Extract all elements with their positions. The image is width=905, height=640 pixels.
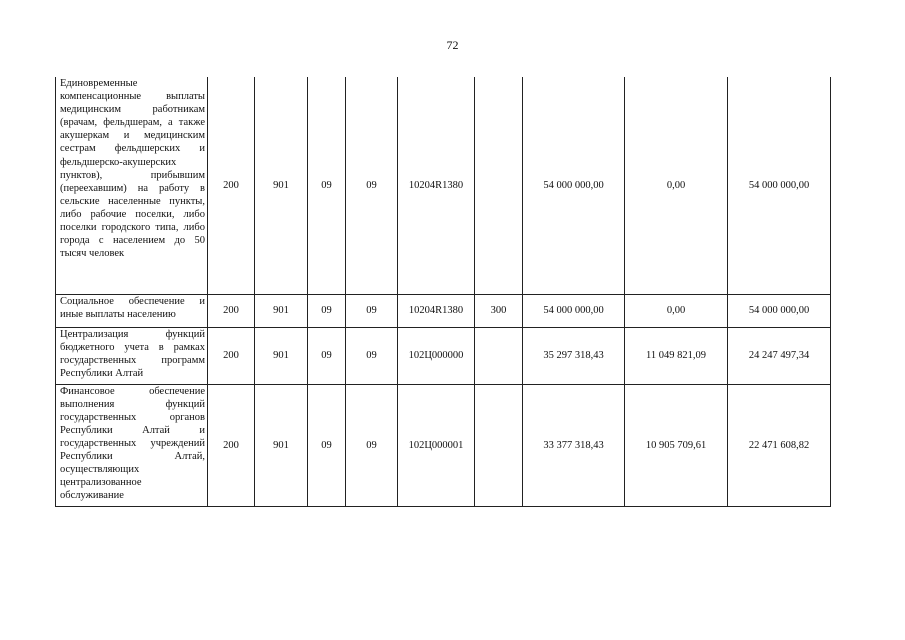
- subsection-cell: 09: [346, 384, 398, 506]
- page-number: 72: [446, 38, 459, 52]
- amount-3-cell: 54 000 000,00: [728, 77, 831, 294]
- budget-table: [55, 77, 831, 507]
- code-a-cell: 200: [208, 327, 255, 384]
- section-cell: 09: [308, 77, 346, 294]
- table-row: [56, 384, 831, 506]
- subsection-cell: 09: [346, 327, 398, 384]
- amount-2-cell: 0,00: [625, 77, 728, 294]
- amount-1-cell: 35 297 318,43: [523, 327, 625, 384]
- code-b-cell: 901: [255, 327, 308, 384]
- code-a-cell: 200: [208, 384, 255, 506]
- row-name-cell: Единовременные компенсационные выплаты медицинским работникам (врачам, фельдшерам, а также акушеркам и медицинским сестрам фельдшерских и фельдшерско-акушерских пунктов), прибывшим (переехавшим) на работу в сельские населенные пункты, либо рабочие поселки, либо поселки городского типа, либо города с населением до 50 тысяч человек: [56, 77, 208, 294]
- table-row: [56, 294, 831, 327]
- amount-1-cell: 33 377 318,43: [523, 384, 625, 506]
- expense-type-cell: [475, 384, 523, 506]
- code-b-cell: 901: [255, 77, 308, 294]
- amount-2-cell: 0,00: [625, 294, 728, 327]
- target-article-cell: 102Ц000000: [398, 327, 475, 384]
- expense-type-cell: [475, 77, 523, 294]
- row-name-cell: Финансовое обеспечение выполнения функций государственных органов Республики Алтай и государственных учреждений Республики Алтай, осуществляющих централизованное обслуживание: [56, 384, 208, 506]
- amount-2-cell: 11 049 821,09: [625, 327, 728, 384]
- code-b-cell: 901: [255, 384, 308, 506]
- amount-3-cell: 22 471 608,82: [728, 384, 831, 506]
- code-a-cell: 200: [208, 294, 255, 327]
- amount-1-cell: 54 000 000,00: [523, 294, 625, 327]
- subsection-cell: 09: [346, 294, 398, 327]
- section-cell: 09: [308, 294, 346, 327]
- amount-2-cell: 10 905 709,61: [625, 384, 728, 506]
- table-row: [56, 77, 831, 294]
- amount-3-cell: 54 000 000,00: [728, 294, 831, 327]
- amount-3-cell: 24 247 497,34: [728, 327, 831, 384]
- target-article-cell: 10204R1380: [398, 294, 475, 327]
- section-cell: 09: [308, 327, 346, 384]
- expense-type-cell: [475, 327, 523, 384]
- section-cell: 09: [308, 384, 346, 506]
- target-article-cell: 10204R1380: [398, 77, 475, 294]
- subsection-cell: 09: [346, 77, 398, 294]
- expense-type-cell: 300: [475, 294, 523, 327]
- amount-1-cell: 54 000 000,00: [523, 77, 625, 294]
- row-name-cell: Социальное обеспечение и иные выплаты населению: [56, 294, 208, 327]
- target-article-cell: 102Ц000001: [398, 384, 475, 506]
- code-a-cell: 200: [208, 77, 255, 294]
- code-b-cell: 901: [255, 294, 308, 327]
- row-name-cell: Централизация функций бюджетного учета в рамках государственных программ Республики Алтай: [56, 327, 208, 384]
- table-row: [56, 327, 831, 384]
